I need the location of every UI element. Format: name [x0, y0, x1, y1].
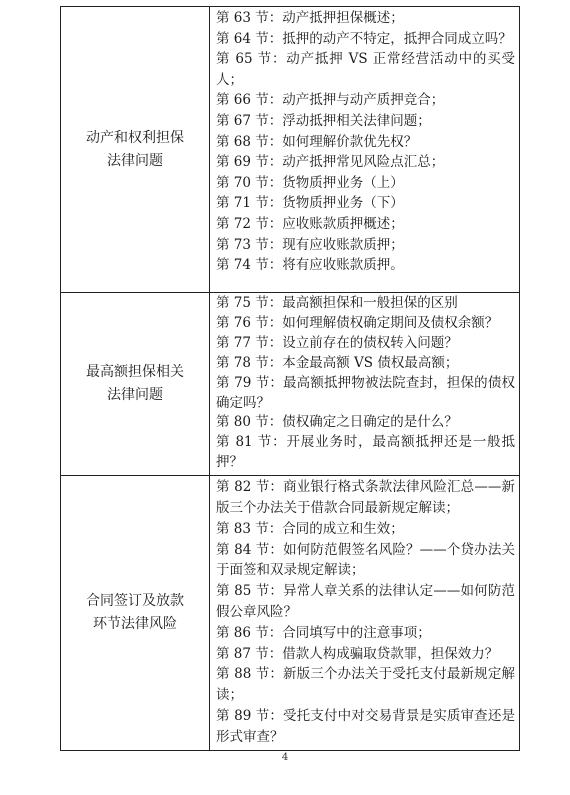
lesson-list — [216, 294, 515, 473]
course-outline-table — [60, 6, 520, 751]
category-cell — [61, 476, 210, 750]
list-item: 第 81 节：开展业务时，最高额抵押还是一般抵押？ — [216, 434, 515, 471]
list-item: 第 73 节：现有应收账款质押； — [216, 236, 404, 253]
list-item: 第 65 节：动产抵押 VS 正常经营活动中的买受人； — [216, 51, 515, 88]
list-item: 第 63 节：动产抵押担保概述； — [216, 10, 404, 26]
list-item: 第 79 节：最高额抵押物被法院查封，担保的债权确定吗？ — [216, 374, 515, 411]
list-item: 第 86 节：合同填写中的注意事项； — [216, 624, 431, 641]
list-item: 第 69 节：动产抵押常见风险点汇总； — [216, 154, 445, 171]
list-item: 第 77 节：设立前存在的债权转入问题？ — [216, 334, 458, 351]
page-number: 4 — [281, 752, 289, 763]
list-item: 第 75 节：最高额担保和一般担保的区别 — [216, 295, 458, 311]
lesson-list — [216, 8, 515, 276]
list-item: 第 88 节：新版三个办法关于受托支付最新规定解读； — [216, 666, 515, 704]
items-cell — [210, 476, 520, 750]
category-cell — [61, 293, 210, 476]
items-cell — [210, 7, 520, 293]
list-item: 第 87 节：借款人构成骗取贷款罪，担保效力？ — [216, 645, 499, 662]
list-item: 第 64 节：抵押的动产不特定，抵押合同成立吗？ — [216, 30, 512, 47]
lesson-list — [216, 477, 515, 747]
list-item: 第 70 节：货物质押业务（上） — [216, 174, 404, 191]
list-item: 第 85 节：异常人章关系的法律认定——如何防范假公章风险？ — [216, 583, 515, 620]
table-row — [61, 293, 520, 476]
list-item: 第 68 节：如何理解价款优先权？ — [216, 133, 418, 150]
category-label: 合同签订及放款环节法律风险 — [86, 592, 184, 632]
list-item: 第 80 节：债权确定之日确定的是什么？ — [216, 414, 458, 431]
list-item: 第 76 节：如何理解债权确定期间及债权余额？ — [216, 314, 499, 331]
list-item: 第 66 节：动产抵押与动产质押竞合； — [216, 92, 445, 109]
table-row — [61, 476, 520, 750]
list-item: 第 67 节：浮动抵押相关法律问题； — [216, 112, 431, 129]
list-item: 第 74 节：将有应收账款质押。 — [216, 257, 404, 274]
list-item: 第 89 节：受托支付中对交易背景是实质审查还是形式审查？ — [216, 707, 515, 745]
items-cell — [210, 293, 520, 476]
category-label: 动产和权利担保法律问题 — [86, 129, 184, 169]
table-row — [61, 7, 520, 293]
list-item: 第 82 节：商业银行格式条款法律风险汇总——新版三个办法关于借款合同最新规定解读； — [216, 479, 515, 516]
list-item: 第 72 节：应收账款质押概述； — [216, 215, 404, 232]
category-cell — [61, 7, 210, 293]
category-label: 最高额担保相关法律问题 — [86, 364, 184, 404]
list-item: 第 78 节：本金最高额 VS 债权最高额； — [216, 354, 459, 371]
list-item: 第 71 节：货物质押业务（下） — [216, 195, 404, 212]
list-item: 第 84 节：如何防范假签名风险？——个贷办法关于面签和双录规定解读； — [216, 541, 515, 579]
list-item: 第 83 节：合同的成立和生效； — [216, 520, 404, 537]
